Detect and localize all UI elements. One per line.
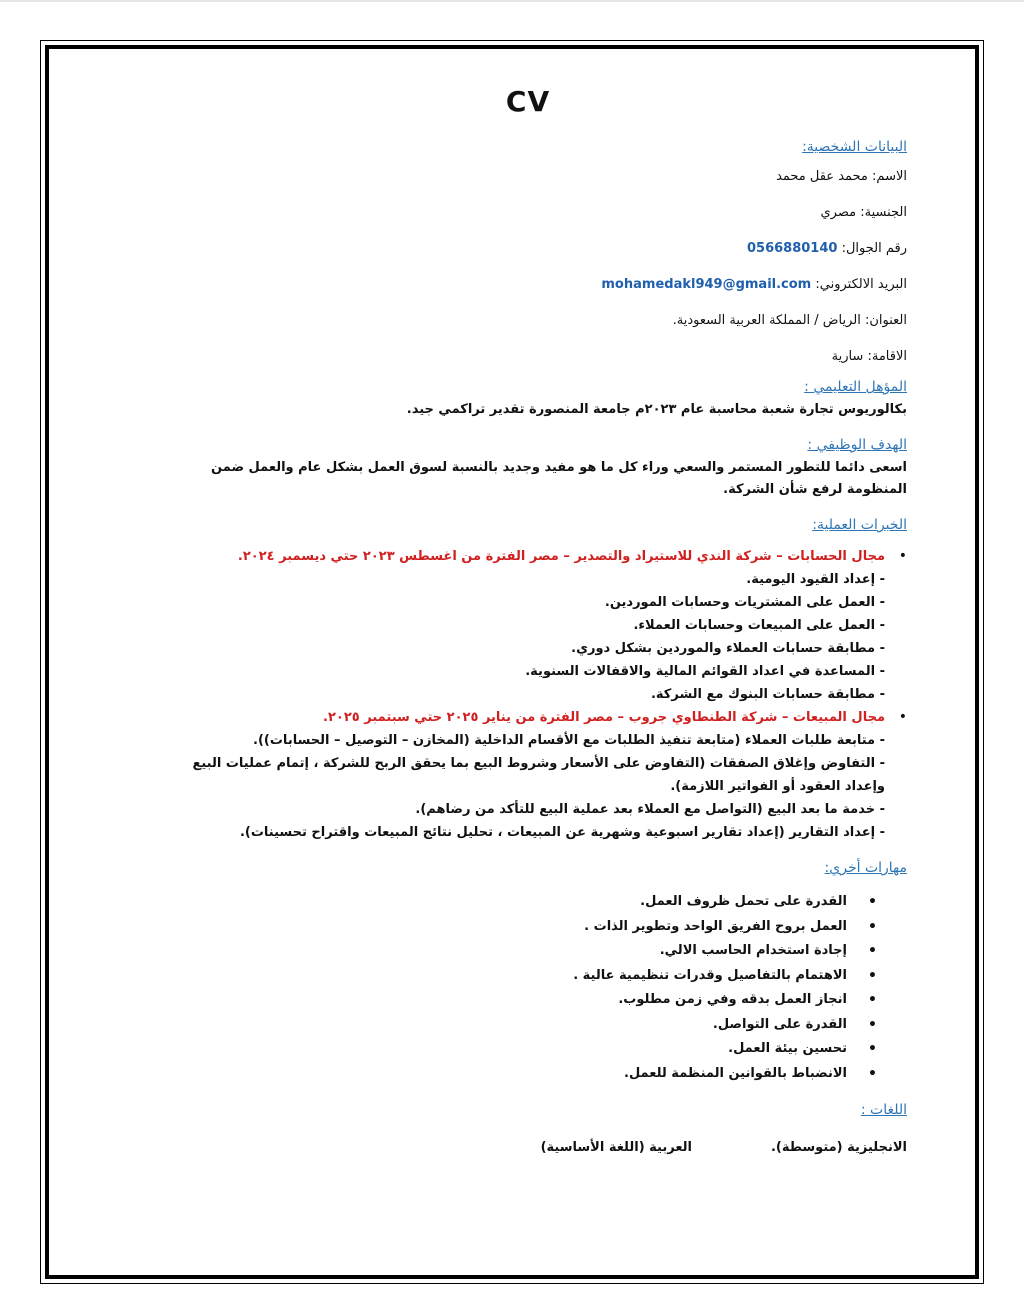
education-heading: المؤهل التعليمي : [804, 379, 907, 395]
residency-label: الاقامة: [867, 349, 907, 364]
skill-item: • الانضباط بالقوانين المنظمة للعمل. [149, 1062, 847, 1087]
languages-row [149, 1140, 907, 1155]
address-row [149, 303, 907, 339]
job-task: - إعداد التقارير (إعداد تقارير اسبوعية وشهرية عن المبيعات ، تحليل نتائج المبيعات واقتراح تحسينات). [239, 825, 885, 840]
job-item [149, 545, 885, 706]
nationality-label: الجنسية: [860, 205, 907, 220]
name-row [149, 159, 907, 195]
skill-item: • انجاز العمل بدقه وفي زمن مطلوب. [149, 988, 847, 1013]
skill-item: • الاهتمام بالتفاصيل وقدرات تنظيمية عالية . [149, 964, 847, 989]
email-link[interactable]: mohamedakl949@gmail.com [601, 277, 812, 292]
nationality-row [149, 195, 907, 231]
top-divider [0, 0, 1024, 2]
experience-heading: الخبرات العملية: [812, 517, 907, 533]
address-value: الرياض / المملكة العربية السعودية. [672, 313, 861, 328]
skills-heading: مهارات أخري: [824, 860, 907, 876]
cv-content [149, 85, 907, 1155]
job-task: - العمل على المبيعات وحسابات العملاء. [633, 618, 885, 633]
job-task: - المساعدة في اعداد القوائم المالية والاقفالات السنوية. [525, 664, 885, 679]
job-task: - مطابقة حسابات العملاء والموردين بشكل دوري. [571, 641, 885, 656]
objective-heading: الهدف الوظيفي : [807, 437, 907, 453]
language-item: الانجليزية (متوسطة). [770, 1140, 907, 1155]
skill-item: • إجادة استخدام الحاسب الالي. [149, 939, 847, 964]
email-label: البريد الالكتروني: [815, 277, 907, 292]
job-task: - التفاوض وإغلاق الصفقات (التفاوض على الأسعار وشروط البيع بما يحقق الربح للشركة ، إتمام عمليات البيع وإعداد العقود أو الفواتير اللازمة). [192, 756, 885, 794]
residency-value: سارية [831, 349, 864, 364]
language-item: العربية (اللغة الأساسية) [540, 1140, 692, 1155]
personal-heading: البيانات الشخصية: [802, 139, 907, 155]
languages-heading: اللغات : [860, 1102, 907, 1118]
cv-page-border [40, 40, 984, 1284]
cv-page-inner-border [45, 45, 979, 1279]
name-value: محمد عقل محمد [776, 169, 868, 184]
skills-list [149, 890, 907, 1086]
job-item [149, 706, 885, 844]
experience-list [149, 545, 907, 844]
job-task: - خدمة ما بعد البيع (التواصل مع العملاء بعد عملية البيع للتأكد من رضاهم). [415, 802, 885, 817]
address-label: العنوان: [864, 313, 907, 328]
skill-item: • تحسين بيئة العمل. [149, 1037, 847, 1062]
job-task: - متابعة طلبات العملاء (متابعة تنفيذ الطلبات مع الأقسام الداخلية (المخازن – التوصيل – الحسابات)). [253, 733, 885, 748]
skill-item: • القدرة على تحمل ظروف العمل. [149, 890, 847, 915]
objective-text: اسعى دائما للتطور المستمر والسعي وراء كل ما هو مفيد وجديد بالنسبة لسوق العمل بشكل عام والعمل ضمن المنظومة لرفع شأن الشركة. [211, 460, 907, 497]
education-text: بكالوريوس تجارة شعبة محاسبة عام ٢٠٢٣م جامعة المنصورة تقدير تراكمي جيد. [406, 402, 907, 417]
job-title: • مجال الحسابات – شركة الندي للاستيراد والتصدير – مصر الفترة من اغسطس ٢٠٢٣ حتي ديسمبر ٢٠٢٤. [237, 549, 885, 564]
phone-label: رقم الجوال: [841, 241, 907, 256]
nationality-value: مصري [820, 205, 857, 220]
page-title: CV [505, 85, 551, 118]
job-task: - العمل على المشتريات وحسابات الموردين. [604, 595, 885, 610]
job-task: - مطابقة حسابات البنوك مع الشركة. [650, 687, 885, 702]
name-label: الاسم: [872, 169, 907, 184]
skill-item: • القدرة على التواصل. [149, 1013, 847, 1038]
phone-row [149, 231, 907, 267]
email-row [149, 267, 907, 303]
job-task: - إعداد القيود اليومية. [746, 572, 885, 587]
job-title: • مجال المبيعات – شركة الطنطاوي جروب – مصر الفترة من يناير ٢٠٢٥ حتي سبتمبر ٢٠٢٥. [323, 710, 885, 725]
residency-row [149, 339, 907, 375]
phone-value[interactable]: 0566880140 [746, 241, 838, 256]
skill-item: • العمل بروح الفريق الواحد وتطوير الذات . [149, 915, 847, 940]
